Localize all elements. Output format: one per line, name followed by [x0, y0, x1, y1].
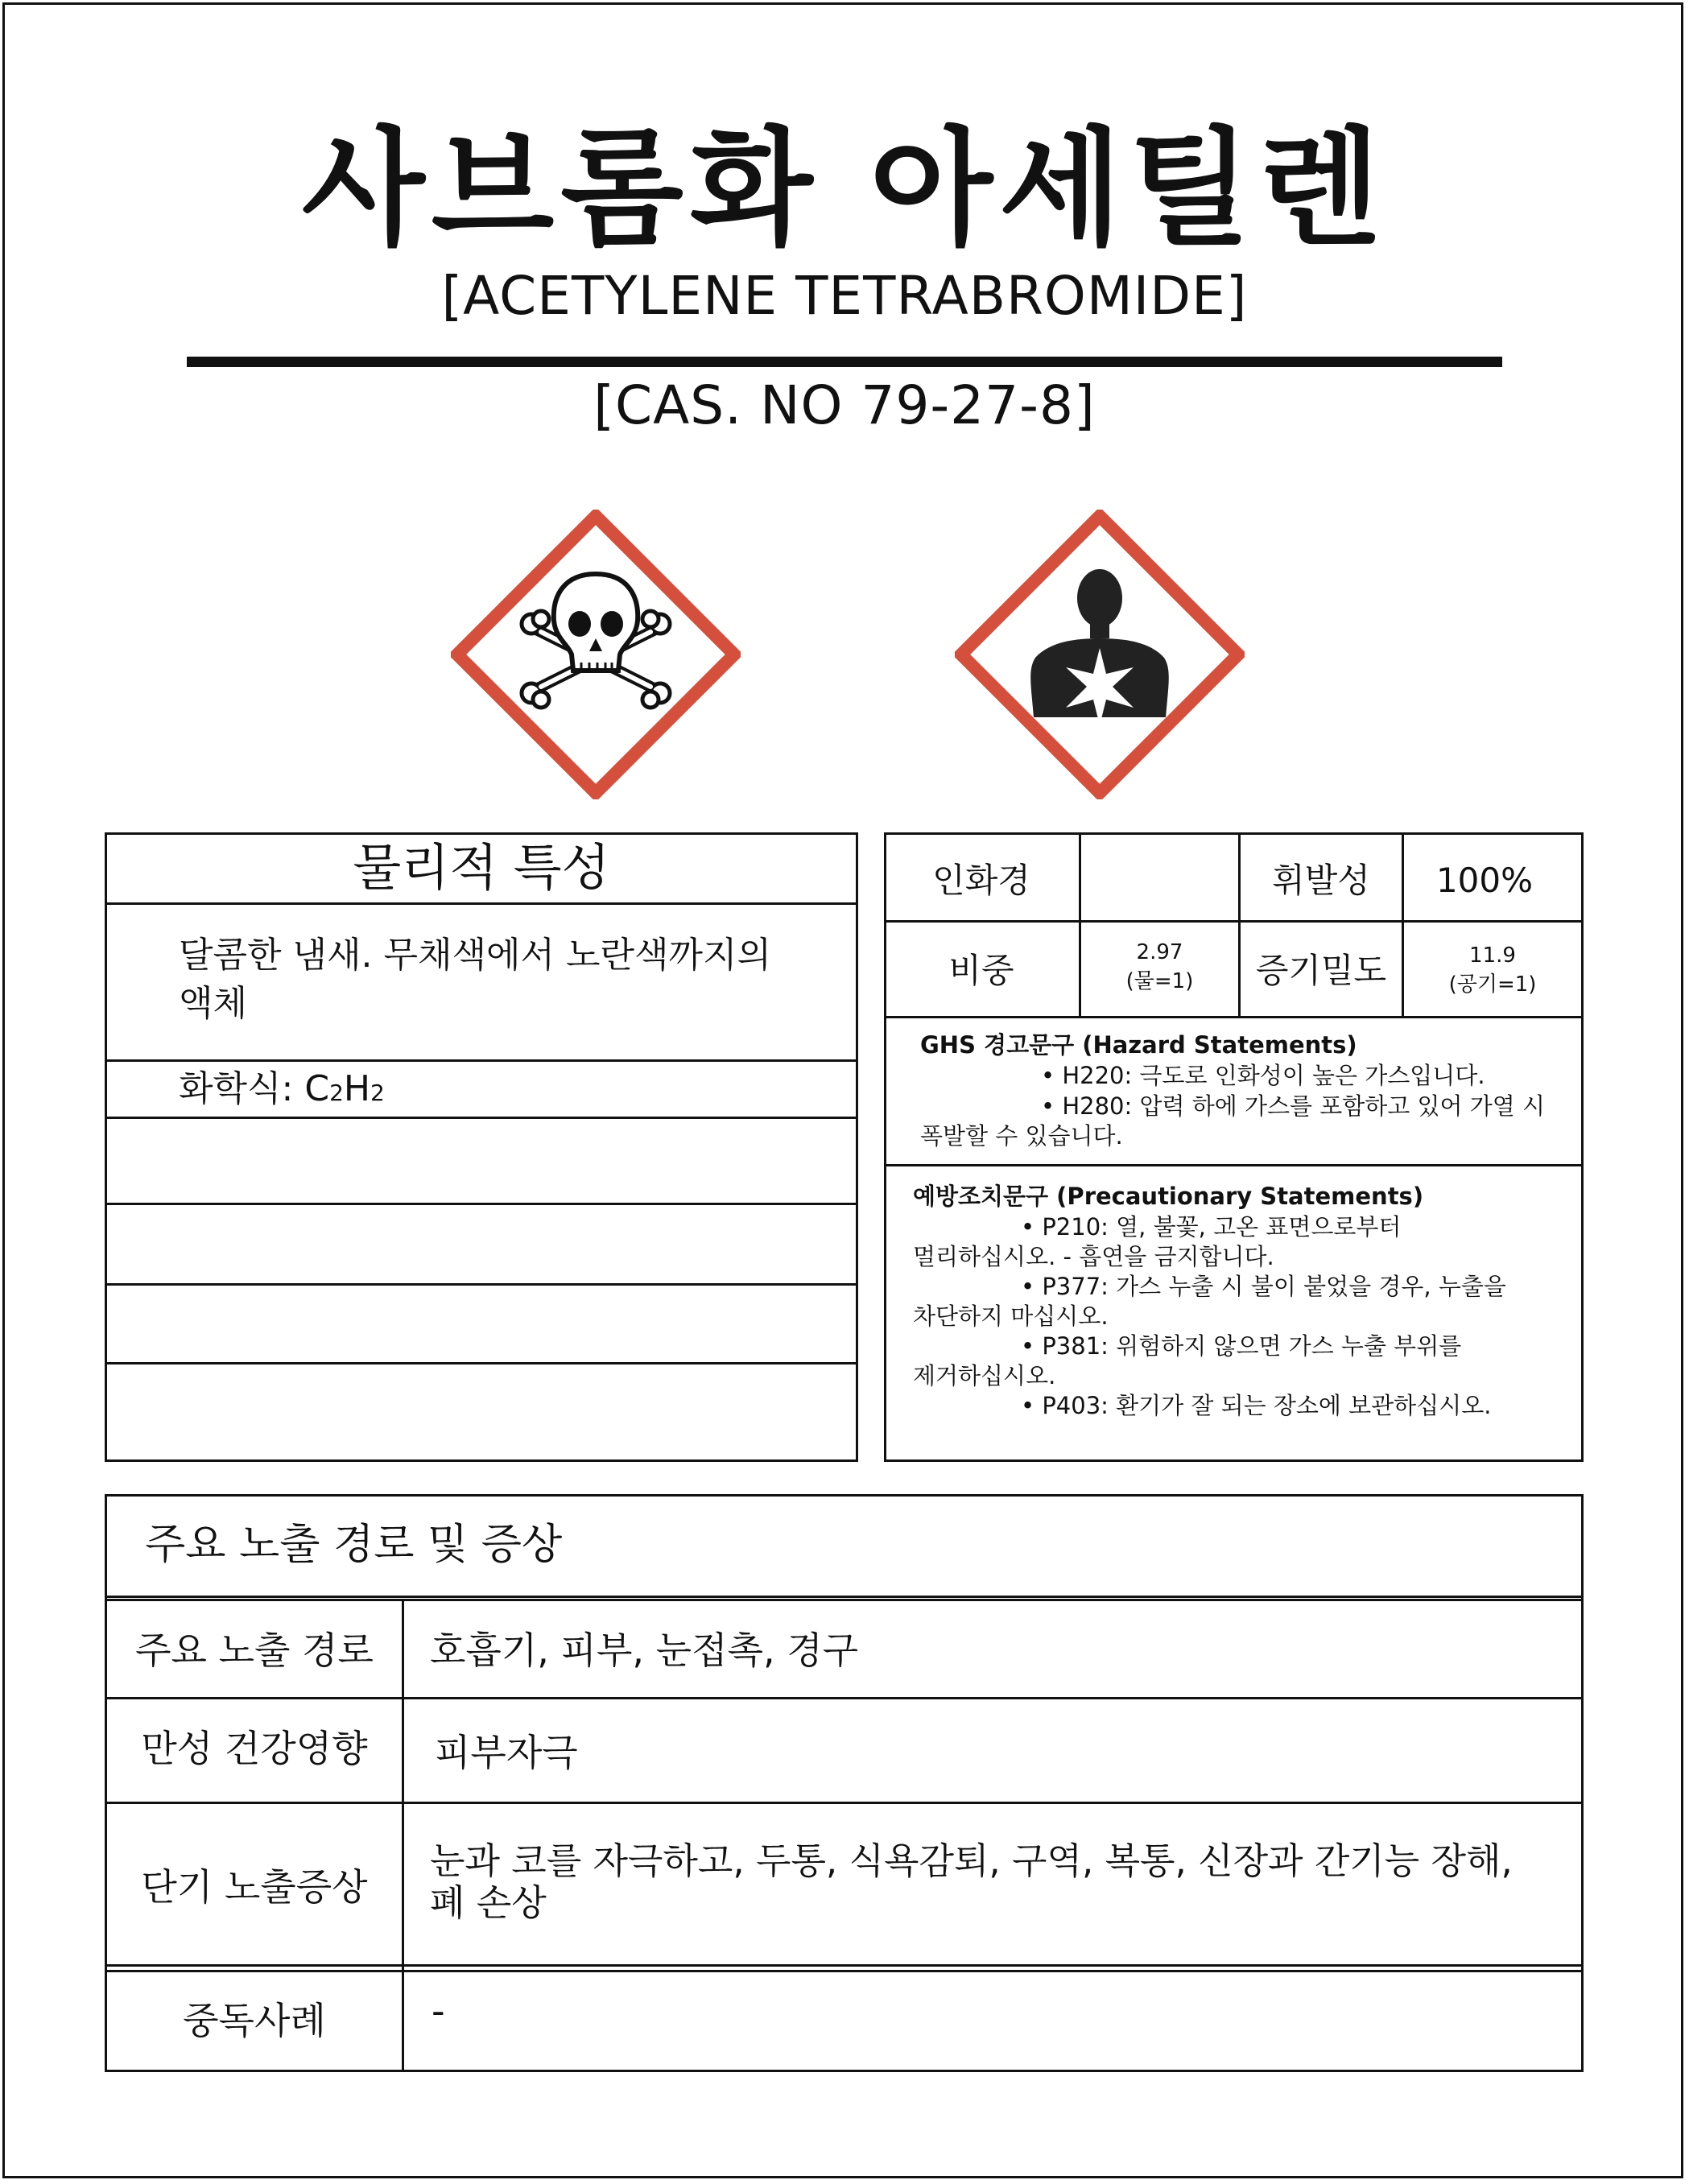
- formula-carbon: C: [304, 1068, 330, 1109]
- precaution-p381-line1: • P381: 위험하지 않으면 가스 누출 부위를: [1021, 1332, 1462, 1360]
- divider: [402, 1599, 404, 2072]
- cas-number: [CAS. NO 79-27-8]: [593, 374, 1096, 436]
- divider: [105, 1362, 858, 1364]
- specific-gravity-label: 비중: [948, 951, 1014, 990]
- precaution-p381-line2: 제거하십시오.: [913, 1362, 1056, 1389]
- exposure-table: [105, 1494, 1584, 2072]
- hazard-h280-line2: 폭발할 수 있습니다.: [920, 1122, 1123, 1150]
- health-hazard-icon: [955, 510, 1245, 799]
- precaution-p377-line2: 차단하지 마십시오.: [913, 1303, 1109, 1330]
- divider: [105, 1117, 858, 1119]
- precaution-p210-line2: 멀리하십시오. - 흡연을 금지합니다.: [913, 1243, 1274, 1270]
- divider: [884, 1164, 1584, 1166]
- route-value: 호흡기, 피부, 눈접촉, 경구: [430, 1629, 859, 1672]
- vapor-density-ref: (공기=1): [1448, 972, 1537, 997]
- chemical-formula: [179, 1069, 385, 1113]
- chronic-label: 만성 건강영향: [141, 1727, 368, 1770]
- vapor-density-label: 증기밀도: [1255, 951, 1387, 990]
- divider: [884, 920, 1584, 923]
- specific-gravity-ref: (물=1): [1125, 969, 1194, 993]
- divider: [105, 1059, 858, 1062]
- short-term-label: 단기 노출증상: [141, 1865, 368, 1909]
- precaution-p377-line1: • P377: 가스 누출 시 불이 붙었을 경우, 누출을: [1021, 1273, 1506, 1300]
- flammability-label: 인화경: [932, 861, 1030, 900]
- skull-and-crossbones-icon: [451, 510, 741, 799]
- formula-hydrogen-subscript: 2: [370, 1080, 385, 1106]
- short-term-value-line1: 눈과 코를 자극하고, 두통, 식욕감퇴, 구역, 복통, 신장과 간기능 장해,: [430, 1839, 1513, 1882]
- divider: [105, 1596, 1584, 1598]
- divider: [105, 1203, 858, 1205]
- exposure-heading: 주요 노출 경로 및 증상: [145, 1521, 563, 1569]
- volatility-label: 휘발성: [1272, 861, 1370, 900]
- poisoning-cases-label: 중독사례: [183, 1999, 326, 2042]
- specific-gravity-value: 2.97: [1136, 940, 1183, 964]
- hazard-h220: • H220: 극도로 인화성이 높은 가스입니다.: [1041, 1062, 1485, 1089]
- hazard-h280-line1: • H280: 압력 하에 가스를 포함하고 있어 가열 시: [1041, 1092, 1546, 1120]
- physical-description-line1: 달콤한 냄새. 무채색에서 노란색까지의: [179, 935, 772, 976]
- divider: [884, 1016, 1584, 1018]
- english-name: [ACETYLENE TETRABROMIDE]: [441, 265, 1248, 327]
- divider: [105, 1802, 1584, 1804]
- route-label: 주요 노출 경로: [135, 1629, 374, 1672]
- volatility-value: 100%: [1435, 861, 1534, 900]
- chronic-value: 피부자극: [435, 1731, 578, 1774]
- precaution-p403: • P403: 환기가 잘 되는 장소에 보관하십시오.: [1021, 1392, 1492, 1419]
- precaution-p210-line1: • P210: 열, 불꽃, 고온 표면으로부터: [1021, 1213, 1402, 1241]
- poisoning-cases-value: -: [432, 1989, 445, 2033]
- physical-properties-table: [105, 832, 858, 1462]
- divider: [105, 1964, 1584, 1967]
- formula-carbon-subscript: 2: [329, 1080, 344, 1106]
- physical-description-line2: 액체: [179, 983, 248, 1024]
- divider: [105, 1697, 1584, 1699]
- physical-heading: 물리적 특성: [353, 838, 610, 897]
- precaution-heading: 예방조치문구 (Precautionary Statements): [913, 1183, 1424, 1210]
- divider: [105, 1283, 858, 1286]
- hazard-heading: GHS 경고문구 (Hazard Statements): [920, 1031, 1357, 1059]
- title-divider: [187, 357, 1502, 367]
- divider: [105, 1970, 1584, 1972]
- formula-label: 화학식:: [179, 1068, 305, 1109]
- divider: [105, 902, 858, 905]
- formula-hydrogen: H: [343, 1068, 370, 1109]
- vapor-density-value: 11.9: [1469, 943, 1516, 968]
- divider: [105, 1599, 1584, 1601]
- page-title: 사브롬화 아세틸렌: [301, 115, 1388, 263]
- short-term-value-line2: 폐 손상: [430, 1881, 547, 1924]
